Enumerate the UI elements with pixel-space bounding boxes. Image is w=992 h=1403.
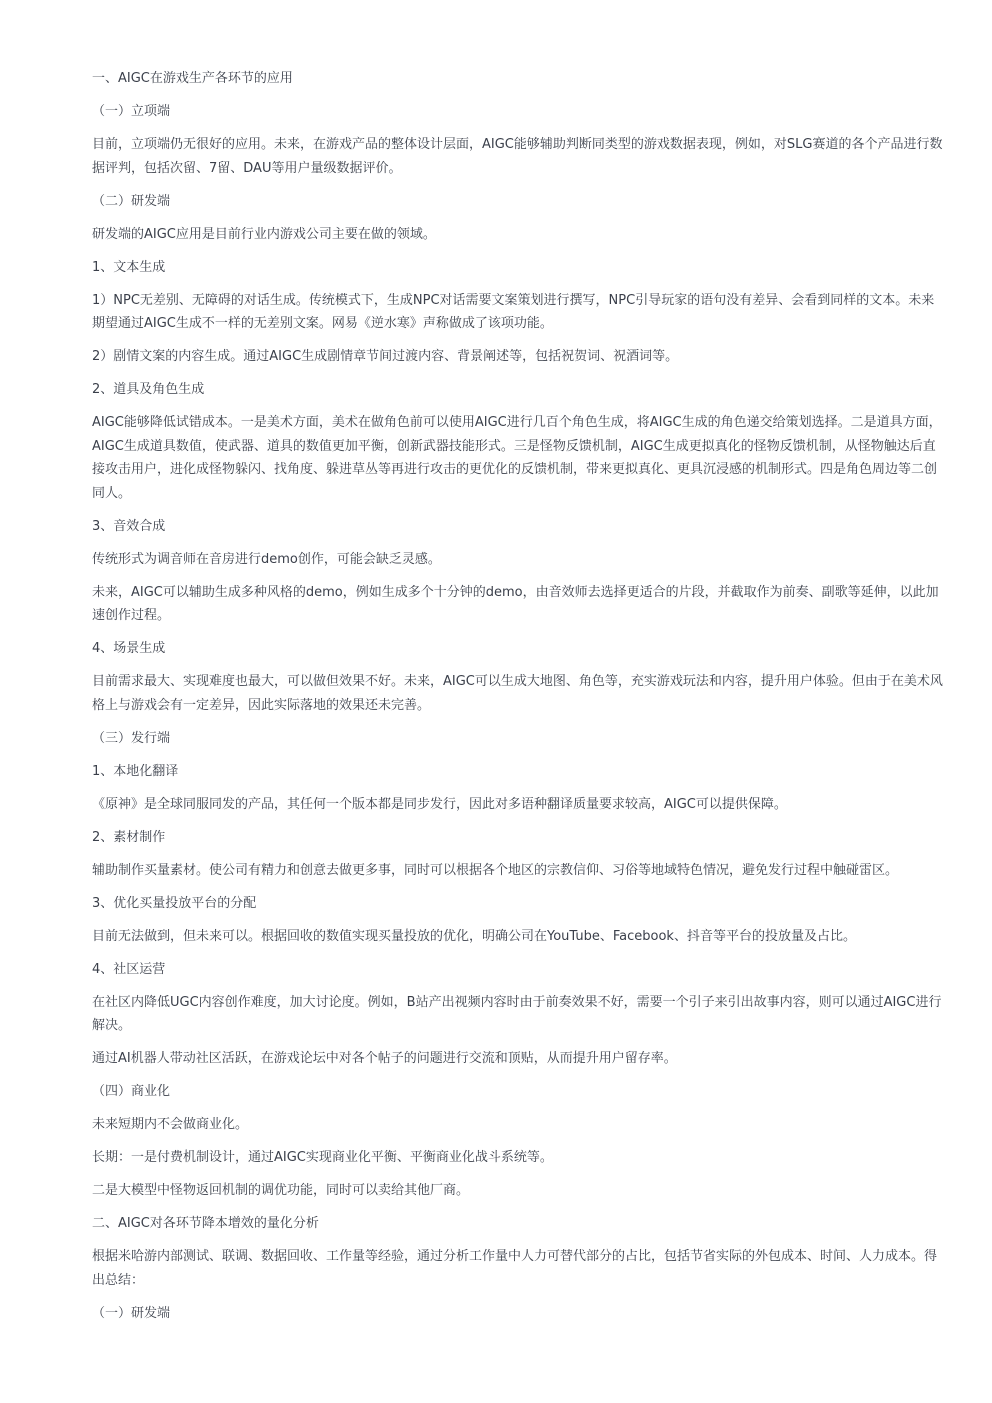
body-paragraph: 传统形式为调音师在音房进行demo创作，可能会缺乏灵感。 — [92, 551, 441, 567]
item-heading: 1、本地化翻译 — [92, 763, 179, 779]
body-paragraph: 目前，立项端仍无很好的应用。未来，在游戏产品的整体设计层面，AIGC能够辅助判断同类型的游戏数据表现，例如，对SLG赛道的各个产品进行数据评判，包括次留、7留、DAU等用户量级数据评价。 — [92, 137, 943, 176]
body-paragraph: 根据米哈游内部测试、联调、数据回收、工作量等经验，通过分析工作量中人力可替代部分的占比，包括节省实际的外包成本、时间、人力成本。得出总结： — [92, 1249, 938, 1288]
section-heading: 二、AIGC对各环节降本增效的量化分析 — [92, 1216, 319, 1231]
body-paragraph: 长期：一是付费机制设计，通过AIGC实现商业化平衡、平衡商业化战斗系统等。 — [92, 1150, 553, 1165]
body-paragraph: 1）NPC无差别、无障碍的对话生成。传统模式下，生成NPC对话需要文案策划进行撰写，NPC引导玩家的语句没有差异、会看到同样的文本。未来期望通过AIGC生成不一样的无差别文案。网易《逆水寒》声称做成了该项功能。 — [92, 292, 935, 331]
body-paragraph: 研发端的AIGC应用是目前行业内游戏公司主要在做的领域。 — [92, 226, 436, 242]
body-paragraph: 《原神》是全球同服同发的产品，其任何一个版本都是同步发行，因此对多语种翻译质量要求较高，AIGC可以提供保障。 — [92, 796, 787, 812]
subsection-heading: （四）商业化 — [92, 1084, 171, 1099]
item-heading: 3、优化买量投放平台的分配 — [92, 895, 257, 911]
body-paragraph: 2）剧情文案的内容生成。通过AIGC生成剧情章节间过渡内容、背景阐述等，包括祝贺词、祝酒词等。 — [92, 349, 679, 364]
item-heading: 4、场景生成 — [92, 641, 166, 656]
subsection-heading: （三）发行端 — [92, 730, 171, 746]
body-paragraph: 目前无法做到，但未来可以。根据回收的数值实现买量投放的优化，明确公司在YouTube、Facebook、抖音等平台的投放量及占比。 — [92, 928, 856, 944]
body-paragraph: 未来短期内不会做商业化。 — [92, 1117, 249, 1132]
body-paragraph: 在社区内降低UGC内容创作难度，加大讨论度。例如，B站产出视频内容时由于前奏效果不好，需要一个引子来引出故事内容，则可以通过AIGC进行解决。 — [92, 994, 942, 1033]
section-heading: 一、AIGC在游戏生产各环节的应用 — [92, 71, 293, 86]
subsection-heading: （一）研发端 — [92, 1305, 171, 1321]
item-heading: 2、素材制作 — [92, 829, 166, 845]
body-paragraph: 目前需求最大、实现难度也最大，可以做但效果不好。未来，AIGC可以生成大地图、角色等，充实游戏玩法和内容，提升用户体验。但由于在美术风格上与游戏会有一定差异，因此实际落地的效果还未完善。 — [92, 674, 943, 713]
item-heading: 3、音效合成 — [92, 518, 166, 534]
subsection-heading: （二）研发端 — [92, 193, 171, 209]
item-heading: 4、社区运营 — [92, 961, 166, 977]
body-paragraph: AIGC能够降低试错成本。一是美术方面，美术在做角色前可以使用AIGC进行几百个角色生成，将AIGC生成的角色递交给策划选择。二是道具方面，AIGC生成道具数值，使武器、道具的数值更加平衡，创新武器技能形式。三是怪物反馈机制，AIGC生成更拟真化的怪物反馈机制，从怪物触达后直接攻击用户，进化成怪物躲闪、找角度、躲进草丛等再进行攻击的更优化的反馈机制，带来更拟真化、更具沉浸感的机制形式。四是角色周边等二创同人。 — [92, 415, 942, 501]
body-paragraph: 二是大模型中怪物返回机制的调优功能，同时可以卖给其他厂商。 — [92, 1183, 470, 1198]
item-heading: 2、道具及角色生成 — [92, 382, 205, 397]
body-paragraph: 未来，AIGC可以辅助生成多种风格的demo，例如生成多个十分钟的demo，由音效师去选择更适合的片段，并截取作为前奏、副歌等延伸，以此加速创作过程。 — [92, 584, 939, 623]
body-paragraph: 通过AI机器人带动社区活跃，在游戏论坛中对各个帖子的问题进行交流和顶贴，从而提升用户留存率。 — [92, 1051, 677, 1066]
subsection-heading: （一）立项端 — [92, 104, 171, 119]
item-heading: 1、文本生成 — [92, 259, 166, 275]
body-paragraph: 辅助制作买量素材。使公司有精力和创意去做更多事，同时可以根据各个地区的宗教信仰、习俗等地域特色情况，避免发行过程中触碰雷区。 — [92, 862, 899, 878]
